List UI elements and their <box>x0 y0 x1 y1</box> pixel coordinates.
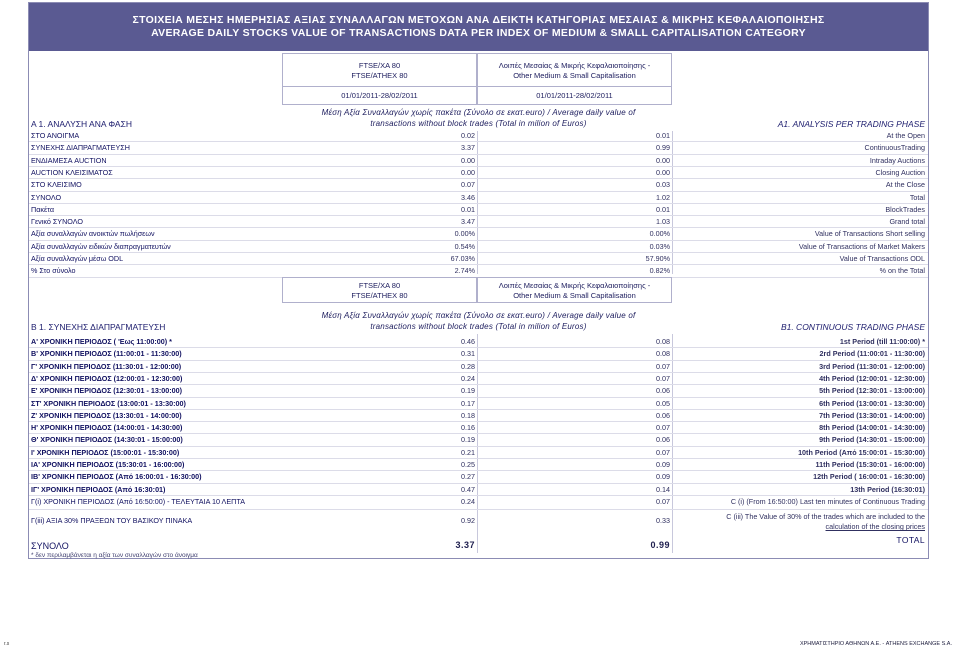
col2-header-b-line1: Λοιπές Μεσαίας & Μικρής Κεφαλαιοποίησης - <box>498 281 651 290</box>
section-a-row-english: Intraday Auctions <box>869 155 925 165</box>
col2-header-b <box>477 277 672 303</box>
section-b-row-value-2: 0.07 <box>656 361 670 371</box>
section-a-row-english: % on the Total <box>879 266 925 276</box>
section-b-row-english: 11th Period (15:30:01 - 16:00:00) <box>815 460 925 469</box>
col2-header <box>477 53 672 87</box>
section-b-mid-line1: Μέση Αξία Συναλλαγών χωρίς πακέτα (Σύνολο σε εκατ.euro) / Average daily value of <box>321 311 636 320</box>
section-a-mid-line1: Μέση Αξία Συναλλαγών χωρίς πακέτα (Σύνολο σε εκατ.euro) / Average daily value of <box>321 108 636 117</box>
section-a-row-value-2: 0.03% <box>649 241 670 251</box>
section-a-row <box>29 253 928 265</box>
section-a-row-english: Closing Auction <box>875 167 925 177</box>
section-a-row-value-1: 2.74% <box>454 266 475 276</box>
section-b-row-value-2: 0.05 <box>656 398 670 408</box>
row-c-iii-english-line1: C (iii) The Value of 30% of the trades which are included to the <box>726 512 925 521</box>
banner-title-english: AVERAGE DAILY STOCKS VALUE OF TRANSACTIONS DATA PER INDEX OF MEDIUM & SMALL CAPITALISATION CATEGORY <box>151 27 806 39</box>
section-b-row-english: 3rd Period (11:30:01 - 12:00:00) <box>819 361 925 371</box>
section-b-row-english: 10th Period (Από 15:00:01 - 15:30:00) <box>798 447 925 457</box>
section-a-row-value-1: 0.00 <box>461 155 475 165</box>
section-a-row <box>29 179 928 191</box>
section-b-row-value-1: 0.28 <box>461 361 475 371</box>
row-c-iii-english <box>726 512 925 532</box>
section-b-row <box>29 385 928 397</box>
section-a-row-value-1: 67.03% <box>450 254 475 263</box>
section-a-row-value-1: 0.00% <box>454 229 475 239</box>
section-b-row <box>29 361 928 373</box>
section-a-row-english: Grand total <box>889 217 925 227</box>
section-a-row <box>29 155 928 167</box>
section-b-row-value-1: 0.27 <box>461 472 475 482</box>
section-b-row-value-1: 0.31 <box>461 349 475 359</box>
section-b-row-english: 1st Period (till 11:00:00) * <box>839 337 925 346</box>
section-b-row-label: Α' ΧΡΟΝΙΚΗ ΠΕΡΙΟΔΟΣ ( 'Εως 11:00:00) * <box>31 337 172 346</box>
section-a-row-value-2: 0.00% <box>649 229 670 239</box>
section-b-row-english: 2rd Period (11:00:01 - 11:30:00) <box>819 349 925 359</box>
section-b-row-value-2: 0.07 <box>656 373 670 383</box>
total-value-2: 0.99 <box>650 540 670 550</box>
section-a-row <box>29 130 928 142</box>
section-b-row-value-1: 0.19 <box>461 435 475 445</box>
section-a-row-value-2: 0.03 <box>656 180 670 190</box>
section-a-row <box>29 216 928 228</box>
section-a-row-value-2: 0.01 <box>656 204 670 214</box>
section-b-row-english: 12th Period ( 16:00:01 - 16:30:00) <box>813 472 925 482</box>
report-banner <box>29 3 928 51</box>
section-b-row-value-1: 0.21 <box>461 447 475 457</box>
section-b-row-value-1: 0.47 <box>461 484 475 494</box>
section-a-row-value-1: 0.00 <box>461 167 475 177</box>
section-a-title-english: A1. ANALYSIS PER TRADING PHASE <box>777 119 925 129</box>
section-a-row-english: Value of Transactions ODL <box>839 254 925 263</box>
section-a-row-label: Αξία συναλλαγών ανοικτών πωλήσεων <box>31 229 155 239</box>
section-a-row-value-2: 0.82% <box>649 266 670 276</box>
section-a-row-value-1: 0.07 <box>461 180 475 190</box>
section-a-row-english: ContinuousTrading <box>864 143 925 153</box>
row-c-iii-value-1: 0.92 <box>461 516 475 525</box>
section-a-row <box>29 192 928 204</box>
col2-period-text: 01/01/2011-28/02/2011 <box>536 91 613 100</box>
section-b-row-value-1: 0.18 <box>461 410 475 420</box>
section-a-row-value-1: 0.02 <box>461 131 475 140</box>
section-b-row <box>29 447 928 459</box>
row-c-iii-label: Γ(iii) ΑΞΙΑ 30% ΠΡΑΞΕΩΝ ΤΟΥ ΒΑΣΙΚΟΥ ΠΙΝΑΚΑ <box>31 516 193 525</box>
section-b-row-label: Γ' ΧΡΟΝΙΚΗ ΠΕΡΙΟΔΟΣ (11:30:01 - 12:00:00) <box>31 361 182 371</box>
section-b-row-value-2: 0.08 <box>656 337 670 346</box>
section-b-row-label: Β' ΧΡΟΝΙΚΗ ΠΕΡΙΟΔΟΣ (11:00:01 - 11:30:00) <box>31 349 182 359</box>
section-a-row <box>29 228 928 240</box>
section-a-mid-line2: transactions without block trades (Total in milion of Euros) <box>370 119 587 128</box>
section-a-row <box>29 241 928 253</box>
section-a-row-label: AUCTION ΚΛΕΙΣΙΜΑΤΟΣ <box>31 167 113 177</box>
row-c-i-value-2: 0.07 <box>656 497 670 506</box>
section-b-row-label: ΙΓ' ΧΡΟΝΙΚΗ ΠΕΡΙΟΔΟΣ (Από 16:30:01) <box>31 484 166 494</box>
col1-period <box>282 87 477 105</box>
section-b-row-value-1: 0.25 <box>461 460 475 469</box>
section-a-row-english: At the Open <box>886 131 925 140</box>
section-b-row-label: ΙΑ' ΧΡΟΝΙΚΗ ΠΕΡΙΟΔΟΣ (15:30:01 - 16:00:00) <box>31 460 185 469</box>
row-c-i-label: Γ(i) ΧΡΟΝΙΚΗ ΠΕΡΙΟΔΟΣ (Από 16:50:00) - ΤΕΛΕΥΤΑΙΑ 10 ΛΕΠΤΑ <box>31 497 245 506</box>
section-b-row-value-2: 0.09 <box>656 460 670 469</box>
section-b-row <box>29 336 928 348</box>
section-b-row-value-1: 0.46 <box>461 337 475 346</box>
section-b-row-english: 8th Period (14:00:01 - 14:30:00) <box>819 423 925 433</box>
section-b-row <box>29 373 928 385</box>
section-b-row-value-2: 0.14 <box>656 484 670 494</box>
section-b-row-value-1: 0.24 <box>461 373 475 383</box>
col1-period-text: 01/01/2011-28/02/2011 <box>341 91 418 100</box>
col1-header-b-line2: FTSE/ATHEX 80 <box>351 291 408 300</box>
row-c-i <box>29 496 928 508</box>
footnote: * δεν περιλαμβάνεται η αξία των συναλλαγών στο άνοιγμα <box>31 552 198 559</box>
col1-header-line1: FTSE/ΧΑ 80 <box>358 61 401 70</box>
section-a-row <box>29 167 928 179</box>
col1-header-b-line1: FTSE/ΧΑ 80 <box>358 281 401 290</box>
section-b-row-value-2: 0.07 <box>656 447 670 457</box>
section-a-row-value-2: 0.00 <box>656 167 670 177</box>
section-b-row-label: Θ' ΧΡΟΝΙΚΗ ΠΕΡΙΟΔΟΣ (14:30:01 - 15:00:00) <box>31 435 183 445</box>
section-a-row-value-2: 1.03 <box>656 217 670 227</box>
section-a-row-english: At the Close <box>885 180 925 190</box>
section-b-mid-line2: transactions without block trades (Total in milion of Euros) <box>370 322 587 331</box>
col2-header-line2: Other Medium & Small Capitalisation <box>513 71 636 80</box>
section-a-row-label: ΣΤΟ ΑΝΟΙΓΜΑ <box>31 131 80 140</box>
section-a-row-label: Αξία συναλλαγών ειδικών διαπραγματευτών <box>31 241 171 251</box>
section-a-row-value-2: 1.02 <box>656 192 670 202</box>
section-b-row-value-2: 0.07 <box>656 423 670 433</box>
section-b-row-english: 7th Period (13:30:01 - 14:00:00) <box>819 410 925 420</box>
section-b-row-label: Ι' ΧΡΟΝΙΚΗ ΠΕΡΙΟΔΟΣ (15:00:01 - 15:30:00) <box>31 447 180 457</box>
section-b-title-english: B1. CONTINUOUS TRADING PHASE <box>780 322 925 332</box>
col2-header-line1: Λοιπές Μεσαίας & Μικρής Κεφαλαιοποίησης - <box>498 61 651 70</box>
section-a-row-label: Πακέτα <box>31 204 55 214</box>
section-a-row-value-1: 3.47 <box>461 217 475 227</box>
section-b-row-value-1: 0.19 <box>461 386 475 396</box>
total-label: ΣΥΝΟΛΟ <box>31 541 69 551</box>
section-a-row-value-1: 0.54% <box>454 241 475 251</box>
section-b-row-value-2: 0.09 <box>656 472 670 482</box>
section-a-row-english: Value of Transactions Short selling <box>814 229 925 239</box>
section-a-row-english: Value of Transactions of Market Makers <box>798 241 925 251</box>
banner-title-greek: ΣΤΟΙΧΕΙΑ ΜΕΣΗΣ ΗΜΕΡΗΣΙΑΣ ΑΞΙΑΣ ΣΥΝΑΛΛΑΓΩΝ ΜΕΤΟΧΩΝ ΑΝΑ ΔΕΙΚΤΗ ΚΑΤΗΓΟΡΙΑΣ ΜΕΣΑΙΑΣ & ΜΙΚΡΗΣ ΚΕΦΑΛΑΙΟΠΟΙΗΣΗΣ <box>132 14 825 26</box>
section-a-row-label: ΣΤΟ ΚΛΕΙΣΙΜΟ <box>31 180 82 190</box>
col1-header-b <box>282 277 477 303</box>
section-b-row-value-1: 0.17 <box>461 398 475 408</box>
row-c-i-value-1: 0.24 <box>461 497 475 506</box>
section-b-row-label: Ε' ΧΡΟΝΙΚΗ ΠΕΡΙΟΔΟΣ (12:30:01 - 13:00:00) <box>31 386 183 396</box>
section-a-row-value-2: 0.01 <box>656 131 670 140</box>
section-a-row <box>29 142 928 154</box>
section-a-row-value-1: 3.46 <box>461 192 475 202</box>
section-a-row <box>29 204 928 216</box>
total-label-english: TOTAL <box>896 535 925 545</box>
section-b-row-label: Ζ' ΧΡΟΝΙΚΗ ΠΕΡΙΟΔΟΣ (13:30:01 - 14:00:00) <box>31 410 182 420</box>
page-mark: r.s <box>4 641 10 647</box>
row-c-i-english: C (i) (From 16:50:00) Last ten minutes of Continuous Trading <box>730 497 925 506</box>
footer-exchange-name: ΧΡΗΜΑΤΙΣΤΗΡΙΟ ΑΘΗΝΩΝ Α.Ε. - ATHENS EXCHANGE S.A. <box>799 641 952 647</box>
section-b-row-english: 4th Period (12:00:01 - 12:30:00) <box>819 373 925 383</box>
section-a-row-value-1: 3.37 <box>461 143 475 153</box>
section-b-row <box>29 484 928 496</box>
section-b-row-english: 5th Period (12:30:01 - 13:00:00) <box>819 386 925 396</box>
col1-header-line2: FTSE/ATHEX 80 <box>351 71 408 80</box>
col2-period <box>477 87 672 105</box>
section-b-row <box>29 459 928 471</box>
section-b-row <box>29 471 928 483</box>
section-b-title: Β 1. ΣΥΝΕΧΗΣ ΔΙΑΠΡΑΓΜΑΤΕΥΣΗ <box>31 322 166 332</box>
section-b-row-english: 9th Period (14:30:01 - 15:00:00) <box>819 435 925 445</box>
section-a-row <box>29 265 928 277</box>
report-frame <box>28 2 929 559</box>
section-b-row <box>29 422 928 434</box>
section-a-row-label: Γενικό ΣΥΝΟΛΟ <box>31 217 83 227</box>
section-a-row-value-2: 57.90% <box>645 254 670 263</box>
section-b-row-value-2: 0.06 <box>656 410 670 420</box>
section-a-row-label: % Στο σύνολο <box>31 266 76 276</box>
section-a-row-value-1: 0.01 <box>461 204 475 214</box>
section-b-row <box>29 410 928 422</box>
col1-header <box>282 53 477 87</box>
section-a-row-english: Total <box>909 192 925 202</box>
section-a-row-label: ΕΝΔΙΑΜΕΣΑ AUCTION <box>31 155 107 165</box>
section-b-row <box>29 348 928 360</box>
section-a-row-english: BlockTrades <box>885 204 925 214</box>
section-b-row <box>29 434 928 446</box>
section-b-row-label: Δ' ΧΡΟΝΙΚΗ ΠΕΡΙΟΔΟΣ (12:00:01 - 12:30:00) <box>31 373 183 383</box>
section-b-row-english: 6th Period (13:00:01 - 13:30:00) <box>819 398 925 408</box>
section-a-row-value-2: 0.00 <box>656 155 670 165</box>
section-a-title: Α 1. ΑΝΑΛΥΣΗ ΑΝΑ ΦΑΣΗ <box>31 119 132 129</box>
section-b-row-value-2: 0.08 <box>656 349 670 359</box>
section-a-row-label: ΣΥΝΟΛΟ <box>31 192 62 202</box>
row-c-iii-value-2: 0.33 <box>656 516 670 525</box>
section-b-row-label: ΙΒ' ΧΡΟΝΙΚΗ ΠΕΡΙΟΔΟΣ (Από 16:00:01 - 16:30:00) <box>31 472 202 482</box>
row-c-iii-english-line2: calculation of the closing prices <box>825 522 925 531</box>
section-b-row-value-1: 0.16 <box>461 423 475 433</box>
section-b-row-value-2: 0.06 <box>656 386 670 396</box>
col2-header-b-line2: Other Medium & Small Capitalisation <box>513 291 636 300</box>
section-b-row-label: Η' ΧΡΟΝΙΚΗ ΠΕΡΙΟΔΟΣ (14:00:01 - 14:30:00) <box>31 423 183 433</box>
total-value-1: 3.37 <box>455 540 475 550</box>
section-a-row-value-2: 0.99 <box>656 143 670 153</box>
section-b-row-value-2: 0.06 <box>656 435 670 445</box>
section-b-row <box>29 398 928 410</box>
row-c-i-divider <box>29 509 928 510</box>
section-a-row-label: Αξία συναλλαγών μέσω ODL <box>31 254 124 263</box>
section-a-row-label: ΣΥΝΕΧΗΣ ΔΙΑΠΡΑΓΜΑΤΕΥΣΗ <box>31 143 130 153</box>
section-b-row-label: ΣΤ' ΧΡΟΝΙΚΗ ΠΕΡΙΟΔΟΣ (13:00:01 - 13:30:00) <box>31 398 186 408</box>
section-b-row-english: 13th Period (16:30:01) <box>850 484 925 494</box>
